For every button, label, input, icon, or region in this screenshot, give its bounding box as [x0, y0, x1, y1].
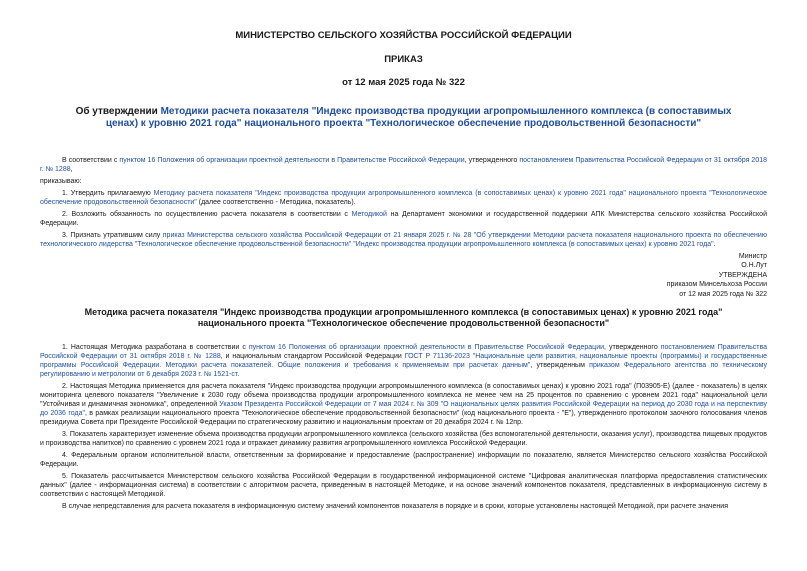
- method-para-4: 4. Федеральным органом исполнительной власти, ответственным за формирование и предоставление (распространение) информации по показателю, является Министерство сельского хозяйства Российской Федерации.: [40, 452, 767, 469]
- order-date-number: от 12 мая 2025 года № 322: [342, 77, 465, 88]
- item-3-order-link[interactable]: приказ Министерства сельского хозяйства Российской Федерации от 21 января 2025 г. № 28 "Об утверждении Методики расчета показателя национального проекта по обеспечению технологического лидерства "Технологическое обеспечение продовольственной безопасности" "Индекс производства продукции агропромышленного комплекса (в сопоставимых ценах) к уровню 2021 года": [40, 232, 767, 248]
- preamble-link-resolution[interactable]: постановлением Правительства Российской Федерации от 31 октября 2018 г. № 1288: [40, 157, 768, 173]
- order-title: [40, 106, 767, 130]
- item-3-text: 3. Признать утратившим силу: [62, 232, 163, 239]
- para-1-link-gost[interactable]: ГОСТ Р 71136-2023 "Национальные цели развития, национальные проекты (программы) и государственные программы Российской Федерации. Методики расчета показателей. Общие положения и требования к применяемым при расчетах данным": [40, 353, 768, 370]
- title-method-link[interactable]: Методики расчета показателя "Индекс производства продукции агропромышленного комплекса (в сопоставимых ценах) к уровню 2021 года" национального проекта "Технологическое обеспечение продовольственной безопасности": [105, 106, 732, 129]
- item-2-method-link[interactable]: Методикой: [351, 211, 387, 218]
- item-2-text: 2. Возложить обязанность по осуществлению расчета показателя в соответствии с: [62, 211, 352, 218]
- signer-position: Министр: [738, 253, 767, 260]
- item-3-text-end: .: [713, 241, 716, 248]
- preamble-link-regulation[interactable]: пунктом 16 Положения об организации проектной деятельности в Правительстве Российской Федерации: [119, 157, 465, 164]
- approved-by-order: приказом Минсельхоза России: [666, 281, 767, 289]
- item-1-method-link[interactable]: Методику расчета показателя "Индекс производства продукции агропромышленного комплекса (в сопоставимых ценах) к уровню 2021 года" национального проекта "Технологическое обеспечение продовольственной безопасности": [40, 190, 767, 206]
- preamble: [40, 156, 767, 174]
- ministry-heading: МИНИСТЕРСТВО СЕЛЬСКОГО ХОЗЯЙСТВА РОССИЙСКОЙ ФЕДЕРАЦИИ: [235, 30, 572, 41]
- method-title: Методика расчета показателя "Индекс производства продукции агропромышленного комплекса (в сопоставимых ценах) к уровню 2021 года" национального проекта "Технологическое обеспечение продовольственной безопасности": [84, 307, 723, 329]
- preamble-text-3: ,: [70, 166, 73, 173]
- para-1-text: 1. Настоящая Методика разработана в соответствии с: [62, 344, 249, 352]
- para-1-text-b: , утвержденного: [604, 344, 661, 352]
- para-2-text-b: , в рамках реализации национального проекта "Технологическое обеспечение продовольственной безопасности" (код национального проекта - "Е"), утвержденного протоколом заочного голосования членов президиума Совета при Президенте Российской Федерации по стратегическому развитию и национальным проектам от 20 декабря 2024 г. № 12пр.: [40, 410, 767, 427]
- method-para-5: 5. Показатель рассчитывается Министерством сельского хозяйства Российской Федерации в государственной информационной системе "Цифровая аналитическая платформа предоставления статистических данных" (далее - информационная система) в соответствии с алгоритмом расчета, приведенным в настоящей Методике, и на основе значений компонентов показателя, представленных в информационную систему в соответствии с настоящей Методикой.: [40, 473, 767, 499]
- item-1-text-end: (далее соответственно - Методика, показатель).: [196, 199, 356, 206]
- order-item-3: [40, 231, 767, 249]
- method-body: [40, 343, 767, 511]
- order-item-2: [40, 210, 767, 228]
- para-2-link-decree[interactable]: Указом Президента Российской Федерации от 7 мая 2024 г. № 309 "О национальных целях развития Российской Федерации на период до 2030 года и на перспективу до 2036 года": [40, 401, 768, 418]
- item-2-text-end: на Департамент экономики и государственной поддержки АПК Министерства сельского хозяйства Российской Федерации.: [40, 211, 767, 227]
- signature-block: [40, 252, 767, 299]
- document-type: ПРИКАЗ: [384, 54, 423, 65]
- para-1-link-rosstandart[interactable]: приказом Федерального агентства по техническому регулированию и метрологии от 6 декабря 2023 г. № 1521-ст: [40, 362, 768, 379]
- signer-name: О.Н.Лут: [741, 262, 767, 270]
- approved-date: от 12 мая 2025 года № 322: [679, 290, 767, 298]
- method-para-3: 3. Показатель характеризует изменение объема производства продукции агропромышленного комплекса (сельского хозяйства (без вспомогательной деятельности, оказания услуг), производства пищевых продуктов и производства напитков) по сравнению с уровнем 2021 года и отражает динамику развития агропромышленного комплекса Российской Федерации.: [40, 431, 767, 448]
- order-word: приказываю:: [40, 178, 82, 185]
- order-item-1: [40, 189, 767, 207]
- title-prefix: Об утверждении: [75, 106, 161, 117]
- para-1-text-e: .: [237, 371, 240, 379]
- para-1-text-d: , утвержденным: [530, 362, 590, 370]
- para-1-link-regulation[interactable]: пунктом 16 Положения об организации проектной деятельности в Правительстве Российской Федерации: [248, 344, 605, 352]
- method-para-1: [40, 343, 767, 379]
- approved-stamp: УТВЕРЖДЕНА: [718, 271, 767, 279]
- preamble-text-2: , утвержденного: [464, 157, 520, 164]
- order-body: [40, 156, 767, 249]
- method-para-6: В случае непредставления для расчета показателя в информационную систему значений компонентов показателя в порядке и в сроки, которые установлены настоящей Методикой, при расчете значения: [62, 503, 728, 511]
- para-1-text-c: , и национальным стандартом Российской Федерации: [220, 353, 405, 361]
- para-1-link-resolution[interactable]: постановлением Правительства Российской Федерации от 31 октября 2018 г. № 1288: [40, 344, 767, 361]
- preamble-text-1: В соответствии с: [62, 157, 120, 164]
- method-para-2: [40, 382, 767, 427]
- para-2-text: 2. Настоящая Методика применяется для расчета показателя "Индекс производства продукции агропромышленного комплекса (в сопоставимых ценах) к уровню 2021 года" (П03905-Е) (далее - показатель) в целях мониторинга целевого показателя "Увеличение к 2030 году объема производства продукции агропромышленного комплекса не менее чем на 25 процентов по сравнению с уровнем 2021 года" национальной цели "Устойчивая и динамичная экономика", определенной: [40, 383, 767, 409]
- item-1-text: 1. Утвердить прилагаемую: [62, 190, 154, 197]
